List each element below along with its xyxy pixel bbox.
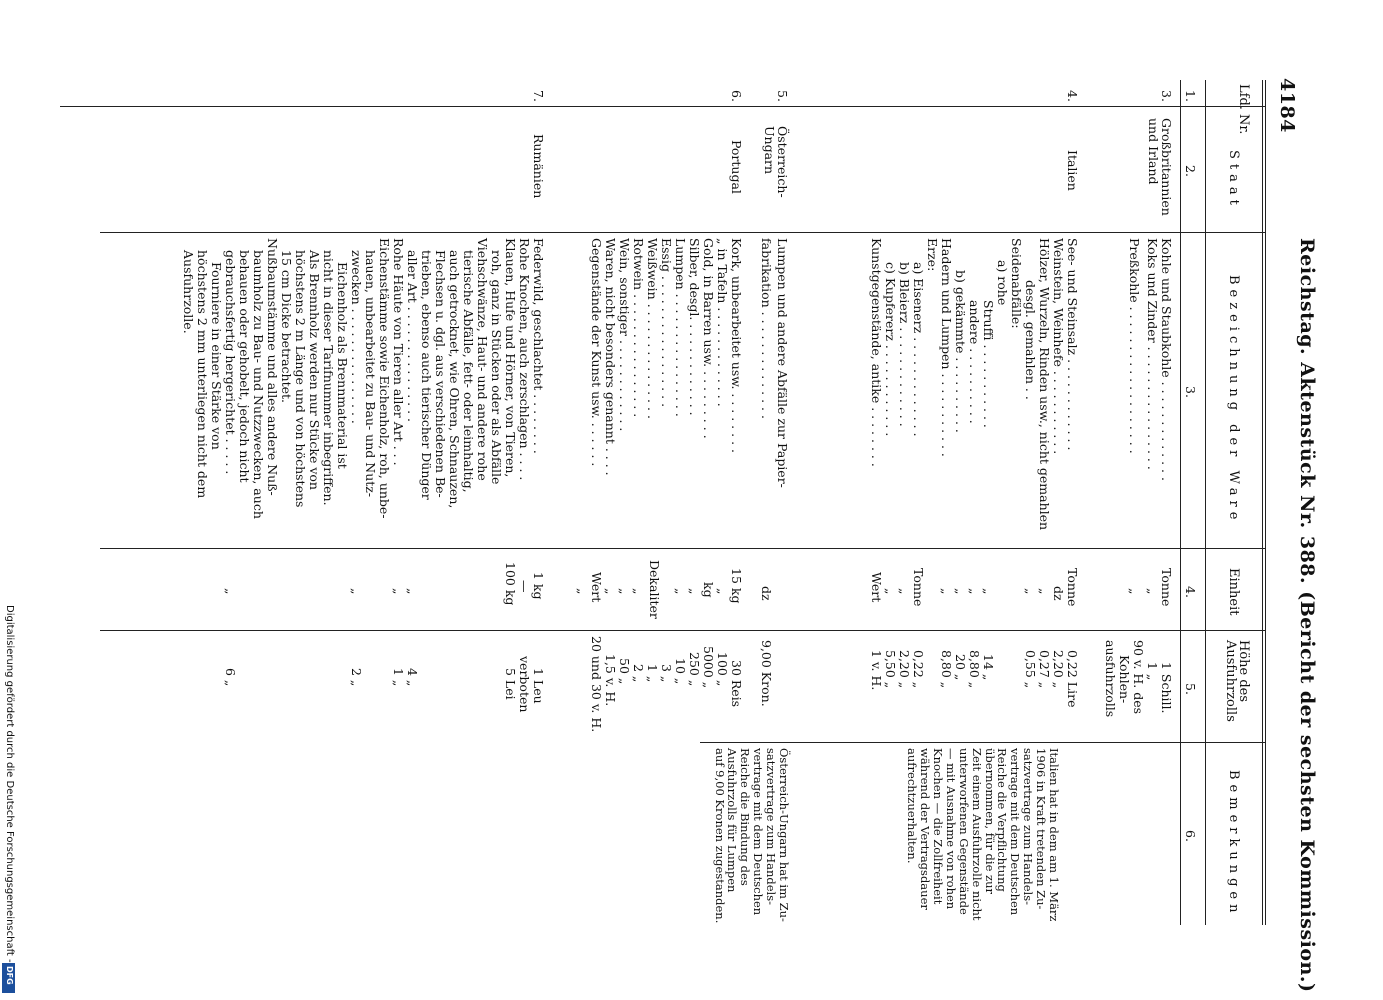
column-rule-2 — [100, 232, 1265, 233]
goods-line: Seidenabfälle: — [1009, 238, 1024, 329]
goods-line: Kork, unbearbeitet usw. . . . . . . . . — [729, 238, 744, 453]
row-number: 4. — [1065, 90, 1080, 102]
col-header-ware: Bezeichnung der Ware — [1226, 275, 1241, 525]
goods-line: Rotwein . . . . . . . . . . . . . . . . — [631, 238, 646, 418]
unit-cell: Wert — [869, 572, 884, 603]
unit-cell: — — [517, 580, 532, 593]
country-name: Rumänien — [531, 134, 546, 199]
col-number-5: 5. — [1183, 683, 1198, 695]
goods-line: aller Art . . . . . . . . . . . . . . . — [405, 250, 420, 423]
table-top-rule-double — [1262, 80, 1263, 925]
header-bottom-rule — [1205, 80, 1206, 925]
duty-cell: 250 „ — [687, 652, 702, 687]
goods-line: Lumpen . . . . . . . . . . . . . . . . — [673, 238, 688, 417]
unit-cell: „ — [349, 588, 364, 595]
duty-cell: 1 Leu — [531, 668, 546, 704]
column-rule-4 — [100, 630, 1265, 631]
goods-line: Wein, sonstiger . . . . . . . . . . . . — [617, 238, 632, 432]
page-title: Reichstag. Aktenstück Nr. 388. (Bericht der sechsten Kommission.) — [1296, 238, 1318, 993]
remark-oesterreich: Österreich-Ungarn hat im Zu- satzvertrage zum Handels- vertrage mit dem Deutschen Reiche die Bindung des Ausfuhrzolls für Lumpen auf 9,00 Kronen zugestanden. — [712, 748, 791, 924]
goods-line: Rohe Häute von Tieren aller Art . . . — [391, 238, 406, 466]
duty-cell: 14 „ — [981, 654, 996, 681]
column-rule-1 — [60, 106, 1265, 107]
goods-line: Struffi . . . . . . . . . . . — [981, 300, 996, 428]
unit-cell: „ — [981, 588, 996, 595]
duty-cell: 1 v. H. — [869, 650, 884, 691]
goods-line: Eichenstämme sowie Eichenholz, roh, unbe- — [377, 238, 392, 519]
col-header-staat: Staat — [1226, 150, 1241, 210]
goods-line: roh, ganz in Stücken oder als Abfälle — [489, 250, 504, 485]
duty-cell: 20 „ — [953, 654, 968, 681]
duty-cell: 5 Lei — [503, 668, 518, 700]
duty-cell: 5,50 „ — [883, 650, 898, 689]
unit-cell: „ — [953, 588, 968, 595]
goods-line: Preßkohle . . . . . . . . . . . . . . . . . . . — [1127, 238, 1142, 454]
goods-line: Weißwein . . . . . . . . . . . . . . . — [645, 238, 660, 419]
unit-cell: „ — [575, 588, 590, 595]
goods-line: Erze: — [925, 238, 940, 272]
goods-line: c) Kupfererz . . . . . . . . . . . . — [883, 262, 898, 437]
goods-line: Gegenstände der Kunst usw. . . . . . . — [589, 238, 604, 467]
row-number: 7. — [531, 90, 546, 102]
unit-cell: Tonne — [1159, 568, 1174, 607]
number-row-rule — [1180, 80, 1181, 925]
goods-line: desgl. gemahlen . . — [1023, 280, 1038, 400]
unit-cell: dz — [759, 586, 774, 601]
duty-cell: 30 Reis — [729, 660, 744, 708]
country-name: Portugal — [729, 140, 744, 194]
duty-cell: 3 „ — [659, 664, 674, 683]
col-number-3: 3. — [1183, 386, 1198, 398]
goods-line: Flechsen u. dgl. aus verschiedenen Be- — [433, 250, 448, 498]
duty-cell: 9,00 Kron. — [759, 640, 774, 707]
unit-cell: „ — [1145, 588, 1160, 595]
goods-line: tierische Abfälle, fett- oder leimhaltig, — [461, 250, 476, 493]
duty-cell: ausfuhrzolls — [1103, 640, 1118, 718]
goods-line: Essig . . . . . . . . . . . . . . . . . — [659, 238, 674, 408]
column-rule-5 — [700, 742, 1265, 743]
col-header-nr: Lfd. Nr. — [1236, 84, 1251, 135]
goods-line: Rohe Knochen, auch zerschlagen . . . . — [517, 238, 532, 481]
duty-cell: 2 „ — [349, 668, 364, 687]
duty-cell: 90 v. H. des — [1131, 640, 1146, 715]
unit-cell: Tonne — [911, 568, 926, 607]
unit-cell: „ — [967, 588, 982, 595]
duty-cell: 0,22 Lire — [1065, 650, 1080, 708]
unit-cell: „ — [673, 588, 688, 595]
duty-cell: Kohlen- — [1117, 655, 1132, 704]
goods-line: Hadern und Lumpen . . . . . . . . . . . — [939, 238, 954, 457]
goods-line: Nußbaumstämme und alles andere Nuß- — [265, 238, 280, 496]
goods-line: andere . . . . . . . . . . — [967, 300, 982, 424]
goods-line: höchstens 2 mm unterliegen nicht dem — [195, 250, 210, 499]
unit-cell: „ — [897, 588, 912, 595]
goods-line: nicht in dieser Tarifnummer inbegriffen. — [321, 250, 336, 506]
goods-line: a) Eisenerz . . . . . . . . . . . . . — [911, 262, 926, 437]
unit-cell: „ — [1127, 588, 1142, 595]
goods-line: b) Bleierz . . . . . . . . . . . . . — [897, 262, 912, 427]
duty-cell: 8,80 „ — [967, 650, 982, 689]
goods-line: Gold, in Barren usw. . . . . . . . . . — [701, 238, 716, 439]
duty-cell: 1 „ — [645, 664, 660, 683]
col-header-einheit: Einheit — [1226, 568, 1241, 616]
goods-line: Koks und Zinder . . . . . . . . . . . . . . . . — [1145, 238, 1160, 470]
unit-cell: „ — [603, 588, 618, 595]
unit-cell: „ — [883, 588, 898, 595]
unit-cell: „ — [631, 588, 646, 595]
country-name: Großbritannien und Irland — [1146, 118, 1174, 216]
duty-cell: 2 „ — [631, 664, 646, 683]
duty-cell: 2,20 „ — [897, 650, 912, 689]
col-header-bemerkungen: Bemerkungen — [1226, 770, 1241, 918]
unit-cell: Wert — [589, 572, 604, 603]
duty-cell: 0,27 „ — [1037, 650, 1052, 689]
goods-line: baumholz zu Bau- und Nutzzwecken, auch — [251, 250, 266, 519]
dfg-logo — [2, 963, 15, 993]
duty-cell: 1 „ — [1145, 662, 1160, 681]
goods-line: zwecken . . . . . . . . . . . . . . . — [349, 250, 364, 424]
unit-cell: „ — [687, 588, 702, 595]
goods-line: Kunstgegenstände, antike . . . . . . . . — [869, 238, 884, 467]
unit-cell: kg — [701, 582, 716, 598]
col-number-6: 6. — [1183, 830, 1198, 842]
goods-line: Ausfuhrzolle. — [181, 250, 196, 334]
unit-cell: „ — [405, 588, 420, 595]
row-number: 5. — [775, 90, 790, 102]
goods-line: trieben, ebenso auch tierischer Dünger — [419, 250, 434, 500]
col-header-hoehe: Höhe des Ausfuhrzolls — [1223, 640, 1251, 722]
page-number: 4184 — [1276, 78, 1298, 133]
duty-cell: 20 und 30 v. H. — [589, 636, 604, 733]
table-top-rule — [1265, 80, 1266, 925]
col-number-2: 2. — [1183, 165, 1198, 177]
unit-cell: Tonne — [1065, 568, 1080, 607]
goods-line: gebrauchsfertig hergerichtet . . . . . — [223, 250, 238, 475]
dfg-logo-text: DFG — [5, 966, 14, 985]
duty-cell: 5000 „ — [701, 646, 716, 689]
country-name: Österreich-Ungarn — [762, 126, 790, 198]
unit-cell: 1 kg — [531, 572, 546, 600]
unit-cell: „ — [1037, 588, 1052, 595]
unit-cell: Dekaliter — [647, 560, 662, 619]
duty-cell: 1 „ — [391, 668, 406, 687]
goods-line: Viehschwänze, Haut- und andere rohe — [475, 238, 490, 481]
unit-cell: 15 kg — [729, 568, 744, 604]
country-name: Italien — [1065, 150, 1080, 191]
digitization-note: Digitalisierung gefördert durch die Deutsche Forschungsgemeinschaft - — [4, 605, 15, 963]
goods-line: fabrikation . . . . . . . . . . . . . . — [759, 238, 774, 419]
goods-line: höchstens 2 m Länge und von höchstens — [293, 250, 308, 508]
duty-cell: 0,22 „ — [911, 650, 926, 689]
duty-cell: 1 Schill. — [1159, 662, 1174, 714]
goods-line: Hölzer, Wurzeln, Rinden usw., nicht gemahlen — [1037, 238, 1052, 531]
goods-line: Lumpen und andere Abfälle zur Papier- — [775, 238, 790, 488]
unit-cell: „ — [1023, 588, 1038, 595]
unit-cell: „ — [223, 588, 238, 595]
goods-line: Als Brennholz werden nur Stücke von — [307, 250, 322, 490]
goods-line: Weinstein, Weinhefe . . . . . . . . . . . — [1051, 238, 1066, 455]
unit-cell: 100 kg — [503, 562, 518, 606]
goods-line: hauen, unbearbeitet zu Bau- und Nutz- — [363, 250, 378, 498]
goods-line: a) rohe — [995, 260, 1010, 306]
row-number: 6. — [729, 90, 744, 102]
duty-cell: 6 „ — [223, 668, 238, 687]
goods-line: Klauen, Hufe und Hörner, von Tieren, — [503, 238, 518, 478]
goods-line: b) gekämmte . . . . . . . . . . — [953, 270, 968, 433]
goods-line: See- und Steinsalz . . . . . . . . . . . . — [1065, 238, 1080, 451]
remark-italien: Italien hat in dem am 1. März 1906 in Kraft tretenden Zu- satzvertrage zum Handels- vertrage mit dem Deutschen Reiche die Verpflichtung übernommen, für die zur Zeit einem Ausfuhrzolle nicht unterworfenen Gegenstände — mit Ausnahme von rohen Knochen — die Zollfreiheit während der Vertragsdauer aufrechtzuerhalten. — [905, 748, 1061, 922]
goods-line: behauen oder gehobelt, jedoch nicht — [237, 250, 252, 483]
goods-line: Fourniere in einer Stärke von — [209, 262, 224, 450]
duty-cell: 8,80 „ — [939, 650, 954, 689]
goods-line: 15 cm Dicke betrachtet. — [279, 250, 294, 403]
duty-cell: 4 „ — [405, 668, 420, 687]
duty-cell: 2,20 „ — [1051, 650, 1066, 689]
unit-cell: „ — [391, 588, 406, 595]
goods-line: Silber, desgl. . . . . . . . . . . . . — [687, 238, 702, 416]
unit-cell: „ — [617, 588, 632, 595]
row-number: 3. — [1159, 90, 1174, 102]
duty-cell: 50 „ — [617, 658, 632, 685]
goods-line: auch getrocknet, wie Ohren, Schnauzen, — [447, 250, 462, 509]
unit-cell: dz — [1051, 586, 1066, 601]
goods-line: Federwild, geschlachtet . . . . . . . . — [531, 238, 546, 454]
column-rule-3 — [100, 548, 1265, 549]
duty-cell: 0,55 „ — [1023, 650, 1038, 689]
duty-cell: verboten — [517, 656, 532, 713]
unit-cell: „ — [939, 588, 954, 595]
goods-line: „ in Tafeln . . . . . . . . . . . . . — [715, 238, 730, 407]
duty-cell: 10 „ — [673, 658, 688, 685]
col-number-1: 1. — [1183, 90, 1198, 102]
duty-cell: 1,5 v. H. — [603, 654, 618, 707]
goods-line: Waren, nicht besonders genannt . . . . — [603, 238, 618, 476]
unit-cell: „ — [715, 588, 730, 595]
goods-line: Eichenholz als Brennmaterial ist — [335, 262, 350, 469]
col-number-4: 4. — [1183, 586, 1198, 598]
goods-line: Kohle und Staubkohle . . . . . . . . . . . . . — [1159, 238, 1174, 481]
duty-cell: 100 „ — [715, 652, 730, 687]
